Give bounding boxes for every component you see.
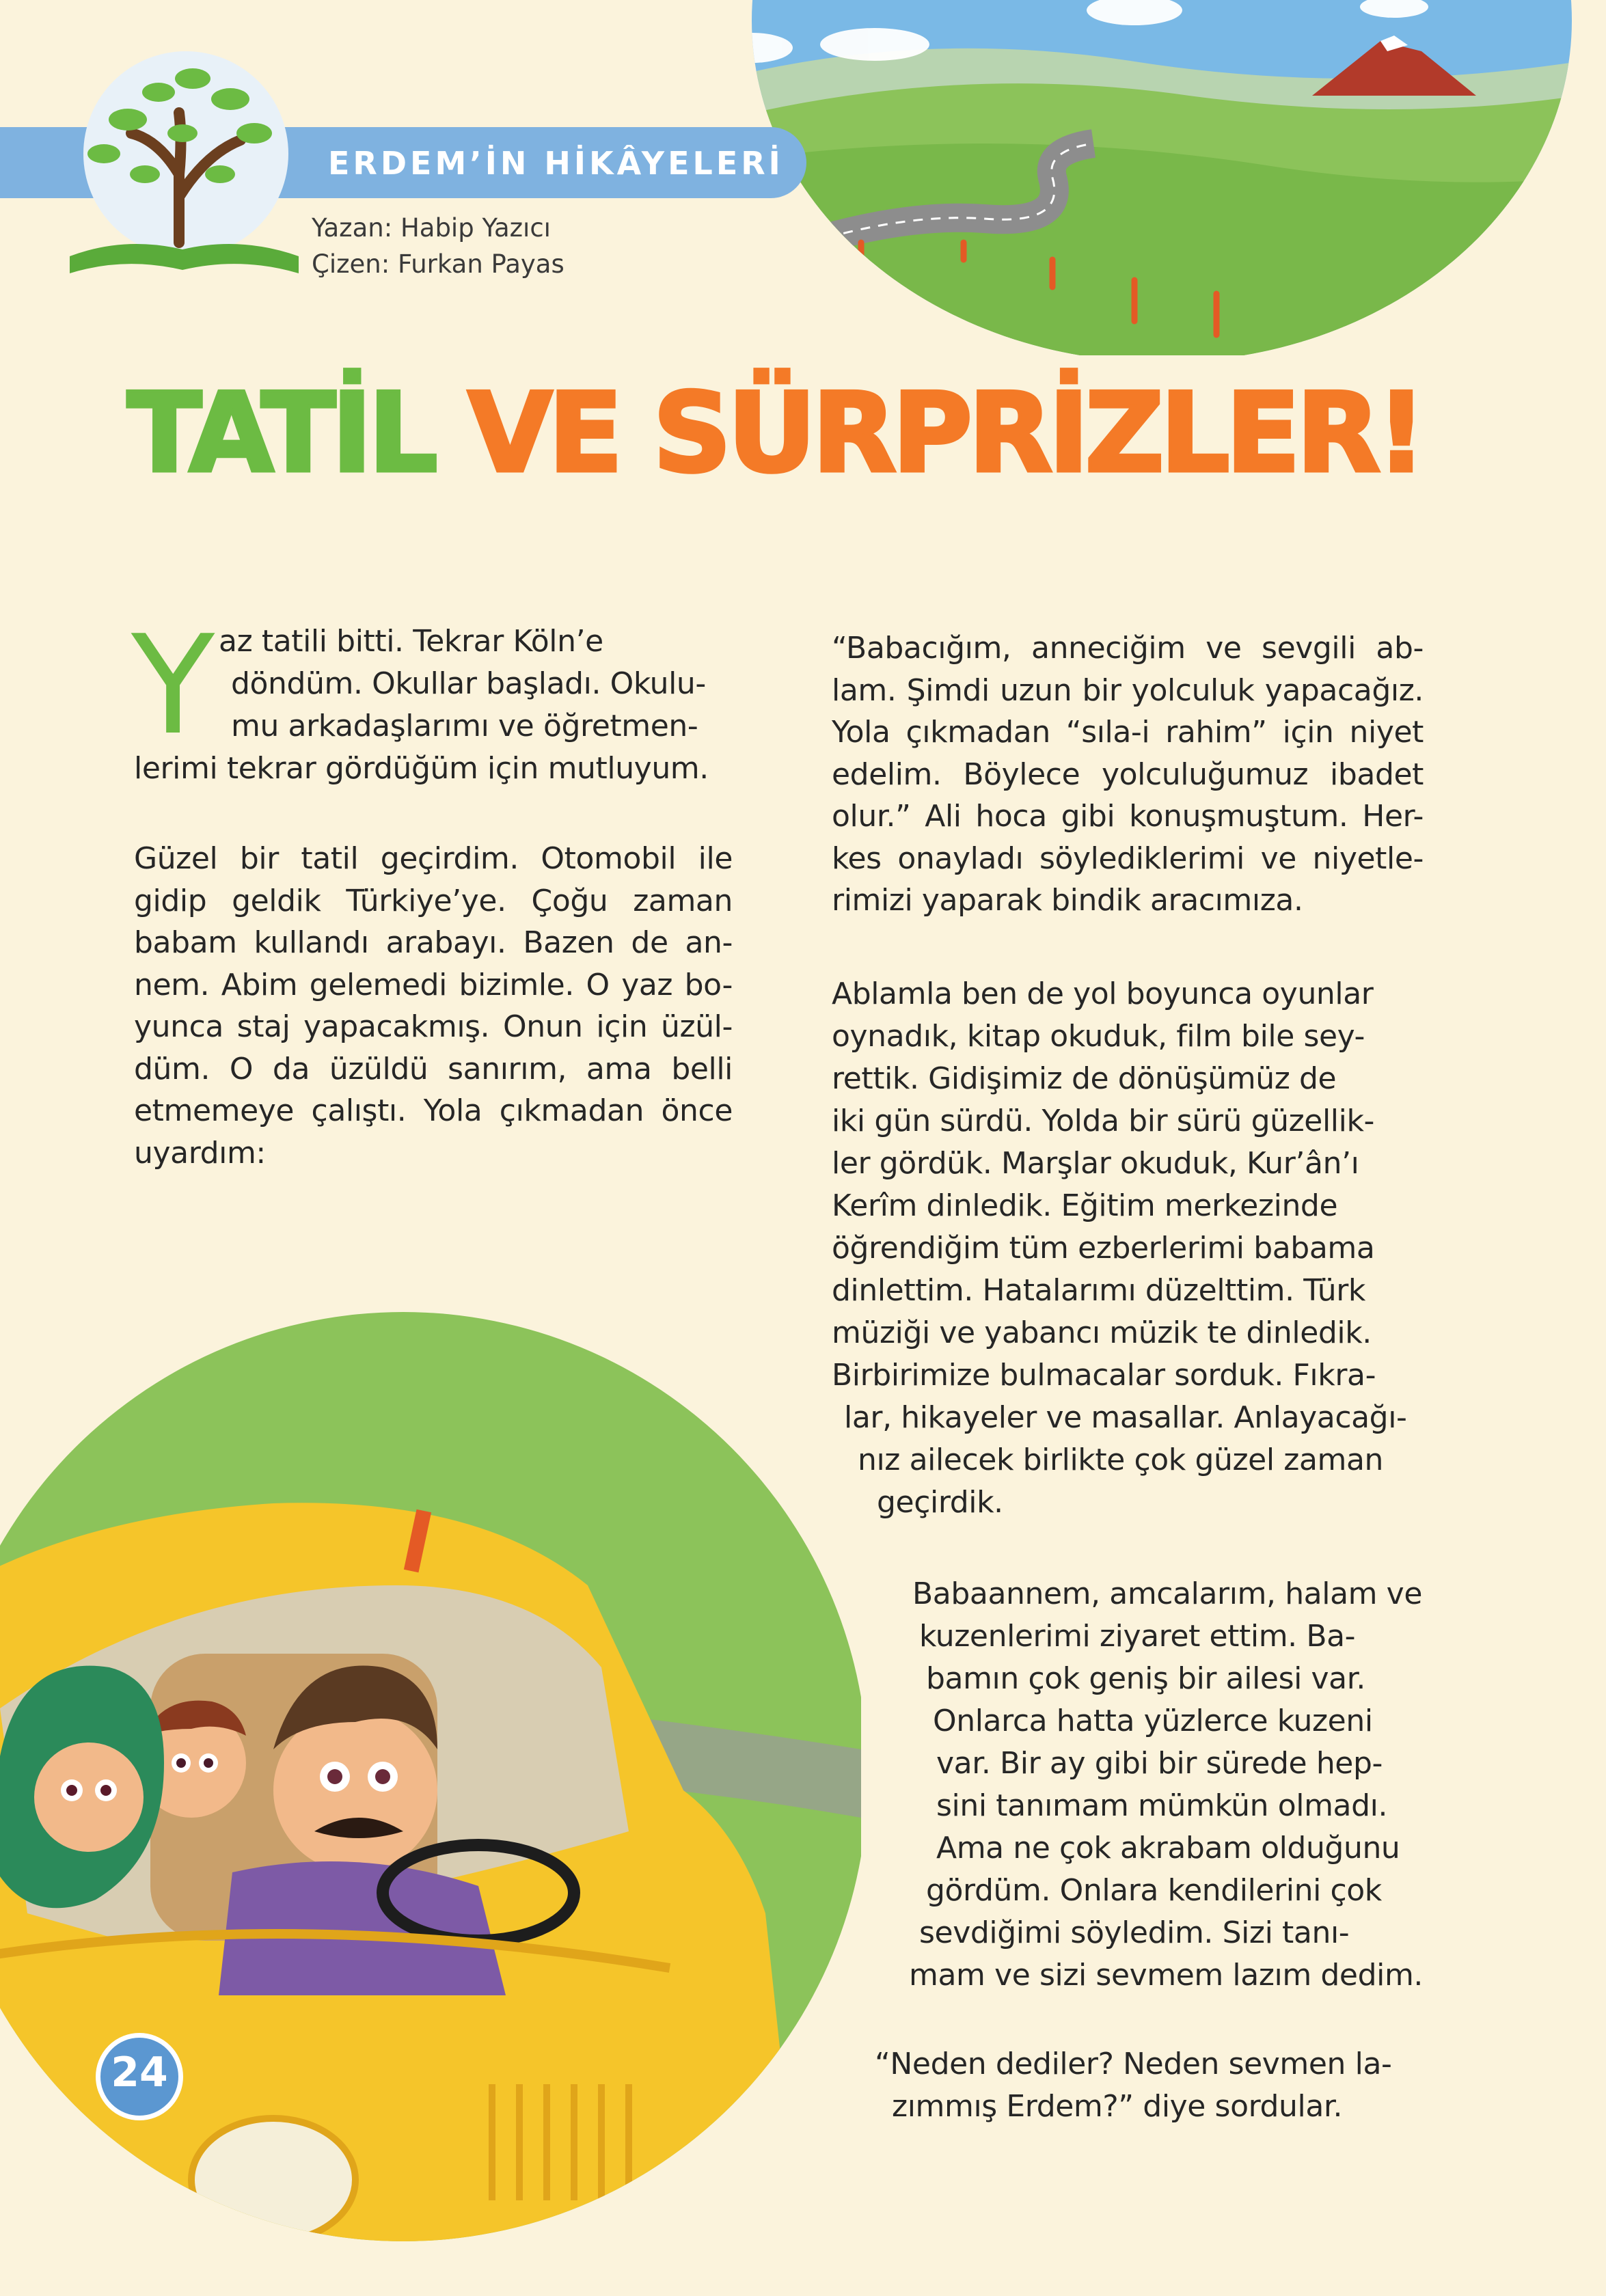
paragraph-4-line-11: lar, hikayeler ve masallar. Anlayacağı- [844,1400,1407,1435]
paragraph-4-line-7: öğrendiğim tüm ezberlerimi babama [832,1231,1375,1266]
paragraph-4-line-9: müziği ve yabancı müzik te dinledik. [832,1315,1372,1350]
paragraph-4-line-13: geçirdik. [877,1485,1003,1520]
paragraph-4-line-4: iki gün sürdü. Yolda bir sürü güzellik- [832,1104,1374,1138]
paragraph-4-line-5: ler gördük. Marşlar okuduk, Kur’ân’ı [832,1146,1359,1181]
paragraph-5-line-9: sevdiğimi söyledim. Sizi tanı- [919,1915,1350,1950]
paragraph-3: “Babacığım, anneciğim ve sevgili ab- lam. Şimdi uzun bir yolculuk yapacağız. Yola çıkmadan “sıla-i rahim” için niyet edelim. Böylece yolculuğumuz ibadet olur.” Ali hoca gibi konuşmuştum. Her- kes onayladı söylediklerimi ve niyetle- rimizi yaparak bindik aracımıza. [832,631,1424,918]
title-part2: VE SÜRPRİZLER! [467,369,1423,497]
drop-cap: Y [131,606,215,765]
paragraph-5-line-1: Babaannem, amcalarım, halam ve [912,1576,1422,1611]
paragraph-5-line-7: Ama ne çok akrabam olduğunu [936,1831,1400,1866]
tree-book-icon [63,38,309,284]
family-car-illustration [0,1230,861,2296]
paragraph-1-line-4: lerimi tekrar gördüğüm için mutluyum. [134,751,709,786]
paragraph-5-line-5: var. Bir ay gibi bir sürede hep- [936,1746,1383,1781]
paragraph-5-line-6: sini tanımam mümkün olmadı. [936,1788,1388,1823]
title-part1: TATİL [127,369,434,497]
paragraph-4-line-6: Kerîm dinledik. Eğitim merkezinde [832,1188,1338,1223]
paragraph-1-line-1: az tatili bitti. Tekrar Köln’e [219,624,603,659]
paragraph-1-line-3: mu arkadaşlarımı ve öğretmen- [231,709,698,743]
paragraph-5-line-3: bamın çok geniş bir ailesi var. [926,1661,1365,1696]
series-title: ERDEM’İN HİKÂYELERİ [328,145,784,182]
paragraph-4-line-8: dinlettim. Hatalarımı düzelttim. Türk [832,1273,1366,1308]
paragraph-4-line-1: Ablamla ben de yol boyunca oyunlar [832,976,1374,1011]
paragraph-5-line-10: mam ve sizi sevmem lazım dedim. [909,1958,1423,1993]
paragraph-1-line-2: döndüm. Okullar başladı. Okulu- [231,666,706,701]
paragraph-5-line-4: Onlarca hatta yüzlerce kuzeni [933,1704,1373,1738]
paragraph-6-line-2: zımmış Erdem?” diye sordular. [892,2089,1343,2124]
illustrator-credit: Çizen: Furkan Payas [312,249,564,279]
road-landscape-illustration [711,0,1579,355]
paragraph-4-line-3: rettik. Gidişimiz de dönüşümüz de [832,1061,1337,1096]
paragraph-6-line-1: “Neden dediler? Neden sevmen la- [875,2047,1392,2081]
paragraph-4-line-2: oynadık, kitap okuduk, film bile sey- [832,1019,1365,1054]
page-title [127,369,1422,506]
paragraph-2: Güzel bir tatil geçirdim. Otomobil ile gidip geldik Türkiye’ye. Çoğu zaman babam kullandı arabayı. Bazen de an- nem. Abim gelemedi bizimle. O yaz bo- yunca staj yapacakmış. Onun için üzül- düm. O da üzüldü sanırım, ama belli etmemeye çalıştı. Yola çıkmadan önce uyardım: [134,841,733,1171]
author-credit: Yazan: Habip Yazıcı [312,213,551,243]
page-number: 24 [111,2049,168,2096]
paragraph-5-line-8: gördüm. Onlara kendilerini çok [926,1873,1382,1908]
paragraph-5-line-2: kuzenlerimi ziyaret ettim. Ba- [919,1619,1356,1654]
paragraph-4-line-10: Birbirimize bulmacalar sorduk. Fıkra- [832,1358,1376,1393]
paragraph-4-line-12: nız ailecek birlikte çok güzel zaman [858,1443,1384,1477]
